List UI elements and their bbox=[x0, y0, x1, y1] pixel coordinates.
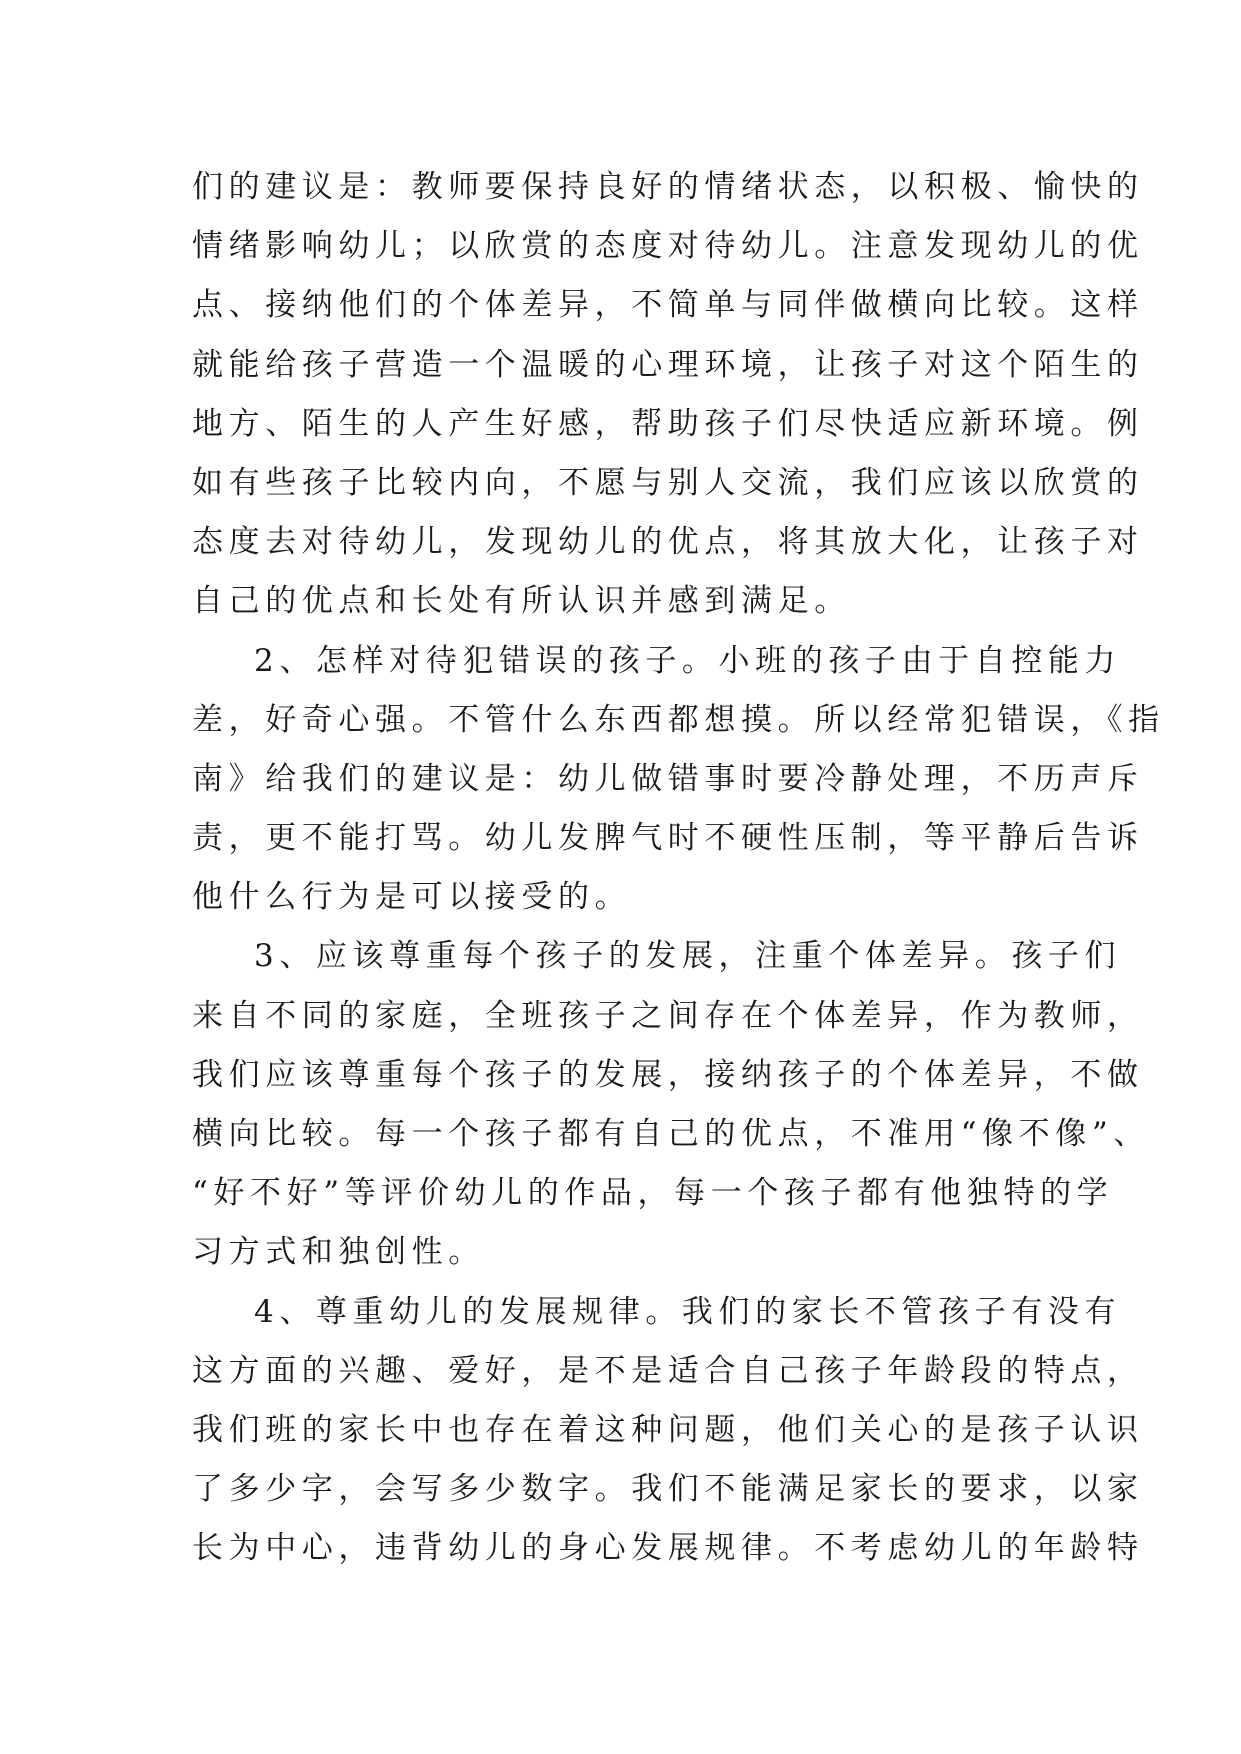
text-line: 点、接纳他们的个体差异，不简单与同伴做横向比较。这样 bbox=[192, 287, 1144, 324]
text-line: 如有些孩子比较内向，不愿与别人交流，我们应该以欣赏的 bbox=[192, 464, 1144, 501]
text-line: 责，更不能打骂。幼儿发脾气时不硬性压制，等平静后告诉 bbox=[192, 820, 1144, 857]
text-line: 习方式和独创性。 bbox=[192, 1234, 485, 1271]
text-line: 横向比较。每一个孩子都有自己的优点，不准用“像不像”、 bbox=[192, 1116, 1150, 1152]
text-line: “好不好”等评价幼儿的作品，每一个孩子都有他独特的学 bbox=[192, 1175, 1114, 1212]
paragraph-start-line: 4、尊重幼儿的发展规律。我们的家长不管孩子有没有 bbox=[254, 1293, 1122, 1330]
body-text bbox=[192, 158, 1165, 1579]
text-line: 了多少字，会写多少数字。我们不能满足家长的要求，以家 bbox=[192, 1471, 1144, 1508]
text-line: 们的建议是：教师要保持良好的情绪状态，以积极、愉快的 bbox=[192, 169, 1144, 205]
text-line: 他什么行为是可以接受的。 bbox=[192, 879, 632, 916]
paragraph-start-line: 2、怎样对待犯错误的孩子。小班的孩子由于自控能力 bbox=[254, 642, 1122, 679]
text-line: 南》给我们的建议是：幼儿做错事时要冷静处理，不历声斥 bbox=[192, 760, 1144, 797]
text-line: 差，好奇心强。不管什么东西都想摸。所以经常犯错误，《指 bbox=[192, 701, 1165, 738]
text-line: 就能给孩子营造一个温暖的心理环境，让孩子对这个陌生的 bbox=[192, 346, 1144, 383]
text-line: 情绪影响幼儿；以欣赏的态度对待幼儿。注意发现幼儿的优 bbox=[192, 228, 1144, 265]
text-line: 态度去对待幼儿，发现幼儿的优点，将其放大化，让孩子对 bbox=[192, 524, 1144, 561]
text-line: 自己的优点和长处有所认识并感到满足。 bbox=[192, 583, 851, 620]
text-line: 我们班的家长中也存在着这种问题，他们关心的是孩子认识 bbox=[192, 1411, 1144, 1448]
text-line: 长为中心，违背幼儿的身心发展规律。不考虑幼儿的年龄特 bbox=[192, 1530, 1144, 1567]
paragraph-start-line: 3、应该尊重每个孩子的发展，注重个体差异。孩子们 bbox=[254, 938, 1122, 975]
text-line: 我们应该尊重每个孩子的发展，接纳孩子的个体差异，不做 bbox=[192, 1056, 1144, 1093]
text-line: 这方面的兴趣、爱好，是不是适合自己孩子年龄段的特点， bbox=[192, 1352, 1144, 1389]
text-line: 地方、陌生的人产生好感，帮助孩子们尽快适应新环境。例 bbox=[192, 405, 1144, 442]
text-line: 来自不同的家庭，全班孩子之间存在个体差异，作为教师， bbox=[192, 997, 1144, 1034]
